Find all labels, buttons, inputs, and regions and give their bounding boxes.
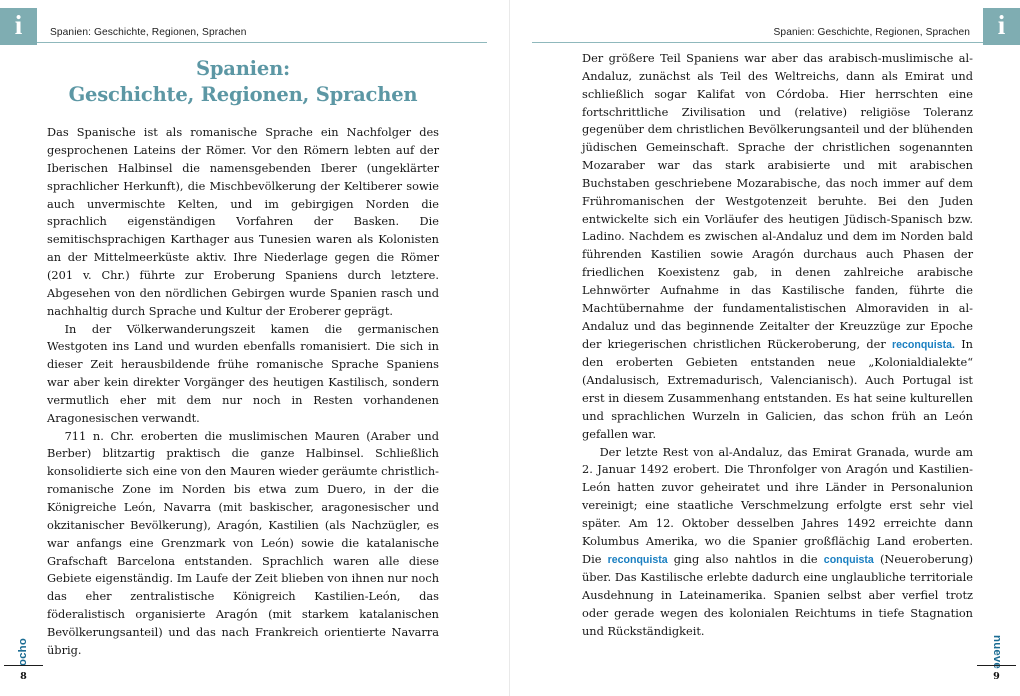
running-head-text-left: Spanien: Geschichte, Regionen, Sprachen	[50, 27, 247, 38]
running-head-left	[0, 8, 487, 42]
page-title-line-2: Geschichte, Regionen, Sprachen	[68, 83, 418, 107]
side-tab-label-right: nueve	[990, 635, 1003, 669]
side-tab-label-left: ocho	[17, 637, 30, 667]
running-head-rule-right	[532, 8, 983, 43]
paragraph: Das Spanische ist als romanische Sprache ein Nachfolger des gesprochenen Lateins der Römer. Vor den Römern lebten auf der Iberischen Halbinsel die namensgebenden Iberer (ungeklärter sprachlicher Herkunft), die Mischbevölkerung der Keltiberer sowie auch unvermischte Kelten, und im gebirgigen Norden die sprachlich eigenständigen Vorfahren der Basken. Die semitischsprachigen Karthager aus Tunesien waren als Kolonisten an der Mittelmeerküste aktiv. Ihre Niederlage gegen die Römer (201 v. Chr.) führte zur Eroberung Spaniens durch letztere. Abgesehen von den nördlichen Gebirgen wurde Spanien rasch und nachhaltig durch Sprache und Kultur der Eroberer geprägt.	[47, 125, 439, 318]
type-area-left	[47, 50, 439, 657]
paragraph	[582, 50, 973, 444]
running-head-right	[532, 8, 1020, 42]
paragraph-text: (Neueroberung) über. Das Kastilische erlebte dadurch eine unglaubliche territoriale Ausdehnung in Lateinamerika. Spanien selbst aber verfiel trotz oder gerade wegen des kolonialen Reichtums in tiefe Stagnation und Rückständigkeit.	[582, 551, 974, 638]
side-tab-right	[973, 635, 1020, 669]
type-area-right	[582, 50, 973, 638]
running-head-text-right: Spanien: Geschichte, Regionen, Sprachen	[773, 27, 970, 38]
side-tab-left	[0, 637, 47, 667]
running-head-rule-left	[37, 8, 487, 43]
folio-right	[973, 665, 1020, 682]
paragraph: 711 n. Chr. eroberten die muslimischen Mauren (Araber und Berber) blitzartig praktisch die ganze Halbinsel. Schließlich konsolidierte sich eine von den Mauren wieder geräumte christlich-romanische Zone im Norden bis etwa zum Duero, in der die Königreiche León, Navarra (mit baskischer, aragonesischer und okzitanischer Bevölkerung), Aragón, Kastilien (als Nachzügler, es war anfangs eine Grenzmark von León) sowie die katalanische Grafschaft Barcelona entstanden. Sprachlich waren alle diese Gebiete eigenständig. Im Laufe der Zeit blieben von ihnen nur noch das eher zentralistische Königreich Kastilien-León, das föderalistisch organisierte Aragón (mit starkem katalanischen Bevölkerungsanteil) und das nach Frankreich orientierte Navarra übrig.	[47, 428, 439, 657]
paragraph-text: Der letzte Rest von al-Andaluz, das Emirat Granada, wurde am 2. Januar 1492 erobert. Die Thronfolger von Aragón und Kastilien-León hatten zuvor geheiratet und ihre Länder in Personalunion vereinigt; eine staatliche Verschmelzung erfolgte erst sehr viel später. Am 12. Oktober desselben Jahres 1492 erreichte dann Kolumbus Amerika, wo die Spanier großflächig Land eroberten. Die	[582, 444, 973, 566]
paragraph-text: In den eroberten Gebieten entstanden neue „Kolonialdialekte“ (Andalusisch, Extremadurisch, Valencianisch). Auch Portugal ist erst in diesem Zusammenhang entstanden. Es hat seine kulturellen und sprachlichen Wurzeln in Galicien, das schon früh an León gefallen war.	[582, 336, 973, 441]
paragraph	[582, 444, 973, 641]
page-title	[47, 56, 439, 108]
highlighted-term: conquista	[823, 553, 874, 566]
highlighted-term: reconquista.	[891, 338, 955, 351]
highlighted-term: reconquista	[607, 553, 668, 566]
paragraph: In der Völkerwanderungszeit kamen die germanischen Westgoten ins Land und wurden ebenfalls romanisiert. Die sich in dieser Zeit herausbildende frühe romanische Sprache Spaniens war aber kein direkter Vorgänger des heutigen Kastilisch, sondern vermutlich eher mit dem nur noch in Resten vorhandenen Aragonesischen verwandt.	[47, 321, 439, 425]
page-right	[510, 0, 1020, 696]
page-title-line-1: Spanien:	[195, 57, 291, 80]
folio-rule-left	[4, 665, 43, 666]
page-number-left: 8	[20, 671, 27, 682]
info-icon: i	[0, 8, 37, 45]
folio-rule-right	[977, 665, 1016, 666]
paragraph-text: ging also nahtlos in die	[667, 551, 824, 566]
info-icon: i	[983, 8, 1020, 45]
folio-left	[0, 665, 47, 682]
page-number-right: 9	[993, 671, 1000, 682]
paragraph-text: Der größere Teil Spaniens war aber das arabisch-muslimische al-Andaluz, zunächst als Teil des Weltreichs, dann als Emirat und schließlich sogar Kalifat von Córdoba. Hier herrschten eine fortschrittliche Zivilisation und (relative) religiöse Toleranz gegenüber dem christlichen Bevölkerungsanteil und der blühenden jüdischen Gemeinschaft. Sprache der christlichen sogenannten Mozaraber war das stark arabisierte und mit arabischen Buchstaben geschriebene Mozarabische, das noch immer auf dem Frühromanischen der Westgotenzeit beruhte. Bei den Juden entwickelte sich ein Vorläufer des heutigen Jüdisch-Spanisch bzw. Ladino. Nachdem es zwischen al-Andaluz und dem im Norden bald führenden Kastilien sowie Aragón durchaus auch Phasen der friedlichen Koexistenz gab, in denen zahlreiche arabische Lehnwörter Aufnahme in das Kastilische fanden, führte die Machtübernahme der fundamentalistischen Almoraviden in al-Andaluz und das beginnende Zeitalter der Kreuzzüge zur Epoche der kriegerischen christlichen Rückeroberung, der	[582, 51, 973, 351]
